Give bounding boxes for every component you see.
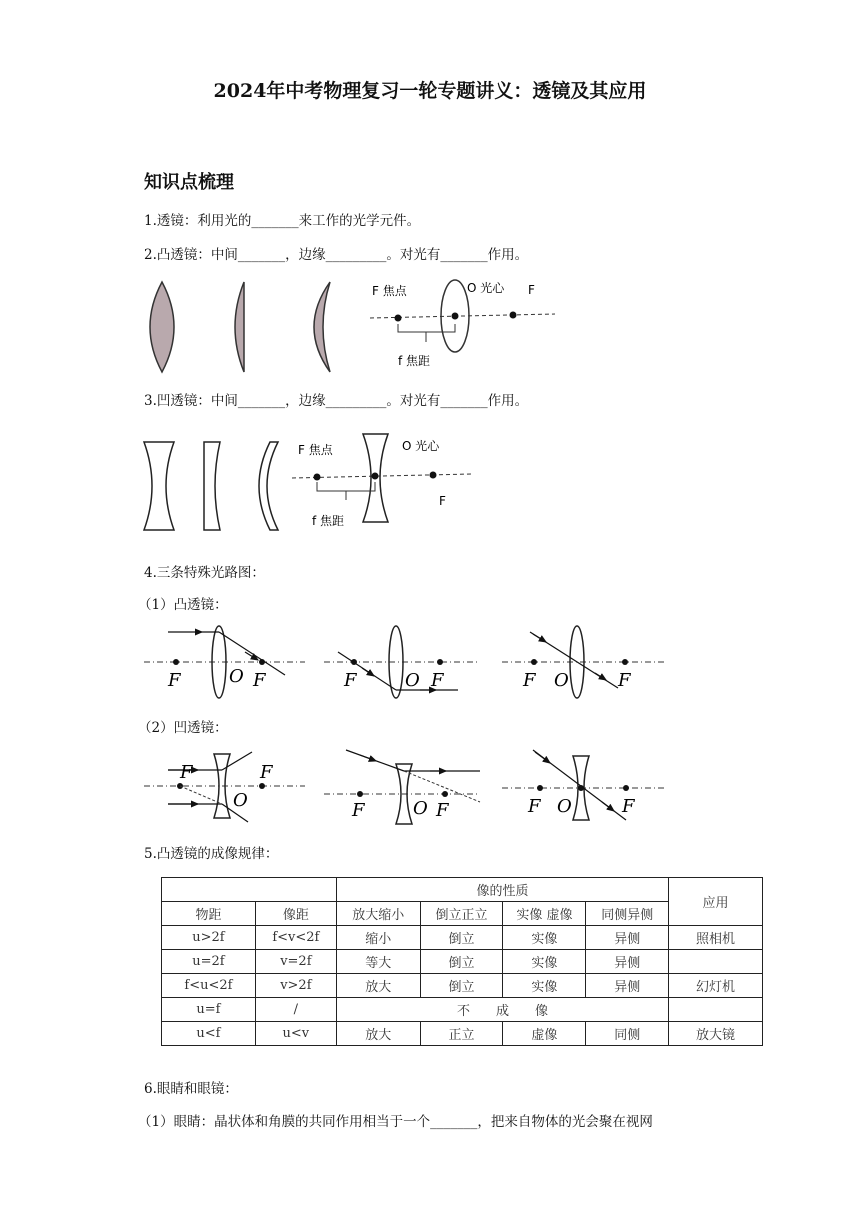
table-cell: 实像 (503, 926, 586, 950)
planoconcave-lens-shape (204, 442, 220, 530)
ray-o-label: O (233, 790, 248, 811)
ray-f-label: F (523, 670, 536, 691)
item-special-rays: 4.三条特殊光路图： (144, 565, 265, 581)
optical-center (452, 313, 459, 320)
table-cell (669, 950, 763, 974)
focal-point-left (395, 315, 402, 322)
focal-point-right (510, 312, 517, 319)
biconcave-lens-shape (144, 442, 174, 530)
concave-meniscus-shape (259, 442, 278, 530)
ray-o-label: O (557, 796, 572, 817)
focal-length-label: f 焦距 (398, 354, 431, 368)
table-cell: 正立 (420, 1022, 503, 1046)
ray-o-label: O (405, 670, 420, 691)
column-header: 放大缩小 (336, 902, 420, 926)
focal-point-label: F 焦点 (372, 284, 407, 298)
concave-lens-figure (140, 430, 485, 535)
ray-f-label: F (618, 670, 631, 691)
table-cell: 幻灯机 (669, 974, 763, 998)
table-cell (669, 998, 763, 1022)
ray-f-label: F (622, 796, 635, 817)
focal-point-f-label-concave: F (439, 494, 446, 508)
item-convex-rays: （1）凸透镜： (138, 597, 228, 613)
item-eye-and-glasses: 6.眼睛和眼镜： (144, 1081, 238, 1097)
ray-o-label: O (554, 670, 569, 691)
column-header: 物距 (162, 902, 256, 926)
table-cell: 等大 (336, 950, 420, 974)
table-cell: 实像 (503, 974, 586, 998)
table-row (162, 926, 763, 950)
focal-length-label-concave: f 焦距 (312, 514, 345, 528)
focal-point-label-concave: F 焦点 (298, 443, 333, 457)
ray-f-label: F (168, 670, 181, 691)
column-header: 实像 虚像 (503, 902, 586, 926)
biconvex-lens-shape (150, 282, 174, 372)
table-cell: 照相机 (669, 926, 763, 950)
ray-o-label: O (413, 798, 428, 819)
table-cell: 倒立 (420, 926, 503, 950)
table-cell: 实像 (503, 950, 586, 974)
focal-point-right-concave (430, 472, 437, 479)
item-concave-lens: 3.凹透镜：中间_______，边缘_________。对光有_______作用。 (144, 393, 529, 409)
table-cell: 异侧 (586, 926, 669, 950)
table-cell: 缩小 (336, 926, 420, 950)
item-eye: （1）眼睛：晶状体和角膜的共同作用相当于一个_______，把来自物体的光会聚在视网 (138, 1114, 653, 1130)
table-corner-cell (162, 878, 337, 902)
table-cell: 放大 (336, 1022, 420, 1046)
table-cell: u<f (162, 1022, 256, 1046)
table-cell: u<v (255, 1022, 336, 1046)
ray-f-label: F (260, 762, 273, 783)
table-row (162, 950, 763, 974)
table-cell: 虚像 (503, 1022, 586, 1046)
image-nature-header: 像的性质 (336, 878, 668, 902)
table-cell: v=2f (255, 950, 336, 974)
column-header: 像距 (255, 902, 336, 926)
column-header: 倒立正立 (420, 902, 503, 926)
table-cell: v>2f (255, 974, 336, 998)
table-row (162, 1022, 763, 1046)
table-cell: u=f (162, 998, 256, 1022)
table-cell: / (255, 998, 336, 1022)
table-cell: 倒立 (420, 974, 503, 998)
table-cell: 放大 (336, 974, 420, 998)
concave-ray-diagrams (140, 744, 670, 830)
item-lens-definition: 1.透镜：利用光的_______来工作的光学元件。 (144, 213, 421, 229)
ray-f-label: F (344, 670, 357, 691)
planoconvex-lens-shape (235, 282, 244, 372)
table-row (162, 974, 763, 998)
table-cell: u>2f (162, 926, 256, 950)
table-cell: f<v<2f (255, 926, 336, 950)
focal-point-f-label: F (528, 283, 535, 297)
table-cell: 放大镜 (669, 1022, 763, 1046)
item-concave-rays: （2）凹透镜： (138, 720, 228, 736)
table-row (162, 998, 763, 1022)
convex-ray-diagrams (140, 620, 670, 700)
focal-point-left-concave (314, 474, 321, 481)
table-cell: 同侧 (586, 1022, 669, 1046)
ray-f-label: F (180, 762, 193, 783)
application-header: 应用 (669, 878, 763, 926)
optical-center-concave (372, 473, 379, 480)
table-header-row (162, 878, 763, 902)
table-cell: 异侧 (586, 950, 669, 974)
table-cell: u=2f (162, 950, 256, 974)
optical-center-label-concave: O 光心 (402, 439, 440, 453)
page-title: 2024年中考物理复习一轮专题讲义：透镜及其应用 (213, 80, 647, 102)
table-cell: f<u<2f (162, 974, 256, 998)
ray-f-label: F (431, 670, 444, 691)
table-cell-no-image: 不 成 像 (336, 998, 668, 1022)
ray-f-label: F (253, 670, 266, 691)
table-cell: 倒立 (420, 950, 503, 974)
ray-o-label: O (229, 666, 244, 687)
section-heading: 知识点梳理 (144, 172, 234, 193)
imaging-rules-table (161, 877, 763, 1046)
table-cell: 异侧 (586, 974, 669, 998)
ray-f-label: F (436, 800, 449, 821)
item-imaging-rules: 5.凸透镜的成像规律： (144, 846, 279, 862)
optical-center-label: O 光心 (467, 281, 505, 295)
convex-lens-figure (140, 272, 570, 382)
ray-f-label: F (352, 800, 365, 821)
meniscus-lens-shape (314, 282, 330, 372)
item-convex-lens: 2.凸透镜：中间_______，边缘_________。对光有_______作用。 (144, 247, 529, 263)
ray-f-label: F (528, 796, 541, 817)
column-header: 同侧异侧 (586, 902, 669, 926)
